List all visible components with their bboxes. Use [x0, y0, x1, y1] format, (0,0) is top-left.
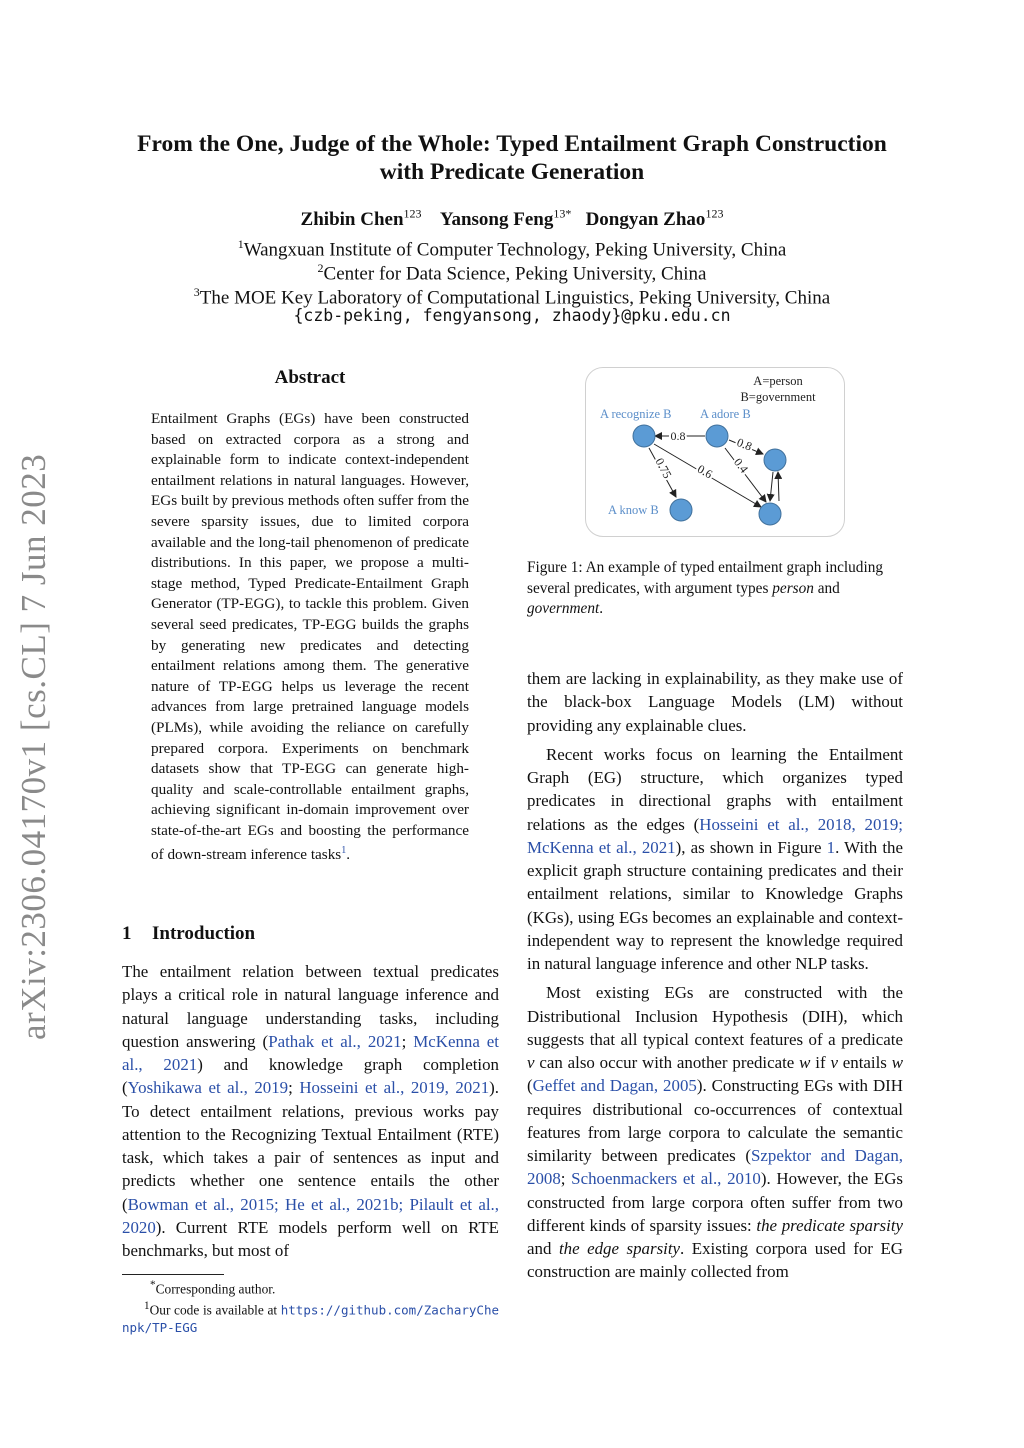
- math-var: w: [799, 1053, 811, 1072]
- abstract-heading: Abstract: [274, 367, 346, 388]
- body-text: Recent works focus on learning the Entailment Graph (EG) structure, which organizes typed predicates in directional graphs with entailment relations as the edges (: [527, 744, 903, 834]
- math-var: w: [891, 1053, 903, 1072]
- author-emails: {czb-peking, fengyansong, zhaody}@pku.edu.cn: [293, 306, 731, 325]
- edge-label: 0.8: [734, 434, 755, 454]
- body-text: . With the explicit graph structure containing predicates and their entailment relations, similar to Knowledge Graphs (KGs), using EGs becomes an explainable and context-independent way to represent the knowledge required in natural language inference and other NLP tasks.: [527, 837, 903, 973]
- citation-link[interactable]: Szpektor and Dagan, 2008: [527, 1146, 903, 1189]
- footnote-text: Our code is available at: [149, 1302, 281, 1318]
- code-url-link[interactable]: https://github.com/ZacharyChenpk/TP-EGG: [122, 1302, 499, 1335]
- body-text: ;: [560, 1169, 572, 1189]
- figure-ref-link[interactable]: 1: [826, 837, 836, 857]
- paragraph-dih: [527, 981, 903, 1283]
- body-text: . Existing corpora used for EG construction are mainly collected from: [527, 1239, 903, 1282]
- node-label-know: A know B: [608, 503, 659, 517]
- caption-type: person: [772, 579, 814, 597]
- affil-sup: 1: [237, 237, 244, 251]
- body-text: ;: [401, 1031, 414, 1051]
- author-affil-sup: 13*: [553, 207, 572, 221]
- body-text: can also occur with another predicate: [534, 1053, 800, 1072]
- body-text: ). However, the EGs constructed from large corpora often suffer from two different kinds of sparsity issues:: [527, 1169, 903, 1235]
- footnote-divider: [122, 1274, 224, 1275]
- body-text: ) and knowledge graph completion (: [122, 1055, 499, 1098]
- node-know: [670, 499, 692, 521]
- citation-link[interactable]: Geffet and Dagan, 2005: [532, 1076, 697, 1096]
- node-adore: [706, 425, 728, 447]
- paragraph-eg-structure: [527, 743, 903, 976]
- section-title: Introduction: [152, 923, 256, 944]
- body-text: if: [810, 1053, 831, 1072]
- legend-a: A=person: [753, 374, 803, 388]
- citation-link[interactable]: Hosseini et al., 2018, 2019; McKenna et al., 2021: [527, 814, 903, 857]
- math-var: v: [830, 1053, 838, 1072]
- abstract-body: Entailment Graphs (EGs) have been constructed based on extracted corpora as a strong and explainable form to indicate context-independent entailment relations in natural languages. However, EGs built by previous methods often suffer from the severe sparsity issues, due to limited corpora available and the long-tail phenomenon of predicate distributions. In this paper, we propose a multi-stage method, Typed Predicate-Entailment Graph Generator (TP-EGG), to tackle this problem. Given several seed predicates, TP-EGG builds the graphs by generating new predicates and detecting entailment relations among them. The generative nature of TP-EGG helps us leverage the recent advances from large pretrained language models (PLMs), while avoiding the reliance on carefully prepared corpora. Experiments on benchmark datasets show that TP-EGG can generate high-quality and scale-controllable entailment graphs, achieving significant in-domain improvement over state-of-the-art EGs and boosting the performance of down-stream inference tasks$^1$.: [151, 410, 469, 864]
- node-4: [764, 449, 786, 471]
- legend-b: B=government: [740, 390, 816, 404]
- body-text: The entailment relation between textual predicates plays a critical role in natural language inference and natural language understanding tasks, including question answering (: [122, 962, 499, 1051]
- edge-node5-node4: [778, 472, 779, 501]
- entailment-graph-diagram: [586, 368, 844, 536]
- citation-link[interactable]: McKenna et al., 2021: [122, 1031, 500, 1074]
- section-heading-introduction: [122, 923, 255, 945]
- node-label-recognize: A recognize B: [600, 407, 672, 421]
- citation-link[interactable]: Yoshikawa et al., 2019: [127, 1078, 289, 1098]
- body-text: them are lacking in explainability, as they make use of the black-box Language Models (LM) without providing any explainable clues.: [527, 669, 903, 735]
- edge-label: 0.75: [652, 455, 675, 481]
- footnote-text: Corresponding author.: [155, 1281, 276, 1297]
- edge-label: 0.8: [670, 429, 686, 443]
- body-text: ). Current RTE models perform well on RTE benchmarks, but most of: [122, 1217, 499, 1260]
- edge-adore-node5: [725, 448, 766, 502]
- citation-link[interactable]: Schoenmackers et al., 2010: [571, 1169, 761, 1189]
- body-text: ). Constructing EGs with DIH requires distributional co-occurrences of contextual features from large corpora to calculate the semantic similarity between predicates (: [527, 1076, 903, 1165]
- caption-text: Figure 1: An example of typed entailment graph including several predicates, with argument types: [527, 559, 883, 597]
- node-label-adore: A adore B: [700, 407, 751, 421]
- affil-sup: 2: [317, 261, 324, 275]
- paper-title: [100, 130, 924, 186]
- body-text: ), as shown in Figure: [675, 837, 827, 857]
- figure-1-caption: [527, 558, 903, 620]
- affil-sup: 3: [193, 285, 200, 299]
- title-line-2: with Predicate Generation: [379, 159, 645, 185]
- author-3: [586, 209, 724, 230]
- body-text: Most existing EGs are constructed with the Distributional Inclusion Hypothesis (DIH), which suggests that all typical context features of a predicate: [527, 983, 903, 1049]
- author-list: [100, 207, 924, 231]
- affil-text: Wangxuan Institute of Computer Technology, Peking University, China: [243, 239, 787, 261]
- caption-text: .: [599, 600, 604, 618]
- author-name: Dongyan Zhao: [585, 209, 706, 231]
- author-affil-sup: 123: [705, 207, 724, 221]
- body-text: entails: [837, 1053, 892, 1072]
- edge-label: 0.4: [731, 455, 752, 476]
- body-text: ). To detect entailment relations, previous works pay attention to the Recognizing Textual Entailment (RTE) task, which takes a pair of sentences as input and predicts whether one sentence entails the other (: [122, 1078, 500, 1214]
- caption-text: and: [813, 579, 840, 597]
- body-text: (: [527, 1076, 533, 1096]
- abstract-text: Entailment Graphs (EGs) have been constructed based on extracted corpora as a strong and explainable form to indicate context-independent entailment relations in natural languages. However, EGs built by previous methods often suffer from the severe sparsity issues, due to limited corpora available and the long-tail phenomenon of predicate distributions. In this paper, we propose a multi-stage method, Typed Predicate-Entailment Graph Generator (TP-EGG), to tackle this problem. Given several seed predicates, TP-EGG builds the graphs by generating new predicates and detecting entailment relations among them. The generative nature of TP-EGG helps us leverage the recent advances from large pretrained language models (PLMs), while avoiding the reliance on carefully prepared corpora. Experiments on benchmark datasets show that TP-EGG can generate high-quality and scale-controllable entailment graphs, achieving significant in-domain improvement over state-of-the-art EGs and boosting the performance of down-stream inference tasks: [151, 410, 469, 864]
- figure-1-entailment-graph: [585, 367, 845, 537]
- author-1: [301, 209, 422, 230]
- citation-link[interactable]: Bowman et al., 2015; He et al., 2021b; Pilault et al., 2020: [122, 1194, 499, 1237]
- caption-type: government: [527, 600, 600, 618]
- title-line-1: From the One, Judge of the Whole: Typed Entailment Graph Construction: [137, 131, 887, 157]
- author-name: Yansong Feng: [439, 209, 554, 231]
- edge-node4-node5: [770, 472, 773, 501]
- author-affil-sup: 123: [403, 207, 422, 221]
- paragraph-continued: [527, 667, 903, 737]
- emphasis-text: the edge sparsity: [558, 1239, 681, 1258]
- node-recognize: [633, 425, 655, 447]
- edge-label: 0.6: [695, 461, 715, 482]
- affil-text: Center for Data Science, Peking University, China: [323, 263, 707, 285]
- affil-text: The MOE Key Laboratory of Computational Linguistics, Peking University, China: [199, 287, 831, 309]
- footnote-mark: 1: [144, 1299, 150, 1312]
- footnote-code: [122, 1298, 499, 1336]
- author-name: Zhibin Chen: [300, 209, 404, 231]
- footnote-corresponding: [122, 1277, 499, 1298]
- footnote-ref-1[interactable]: 1: [341, 845, 347, 857]
- footnote-mark: *: [150, 1279, 156, 1291]
- footnotes: [122, 1277, 499, 1336]
- node-5: [759, 503, 781, 525]
- arxiv-identifier-text: arXiv:2306.04170v1 [cs.CL] 7 Jun 2023: [14, 453, 53, 1040]
- section-number: 1: [122, 923, 132, 944]
- author-2: [440, 209, 572, 230]
- citation-link[interactable]: Hosseini et al., 2019, 2021: [299, 1078, 490, 1098]
- intro-paragraph-1: [122, 960, 499, 1262]
- body-text: and: [527, 1239, 559, 1258]
- math-var: v: [527, 1053, 535, 1072]
- citation-link[interactable]: Pathak et al., 2021: [268, 1031, 402, 1051]
- body-text: ;: [288, 1078, 300, 1098]
- right-column-body: [527, 667, 903, 1284]
- emphasis-text: the predicate sparsity: [756, 1215, 904, 1235]
